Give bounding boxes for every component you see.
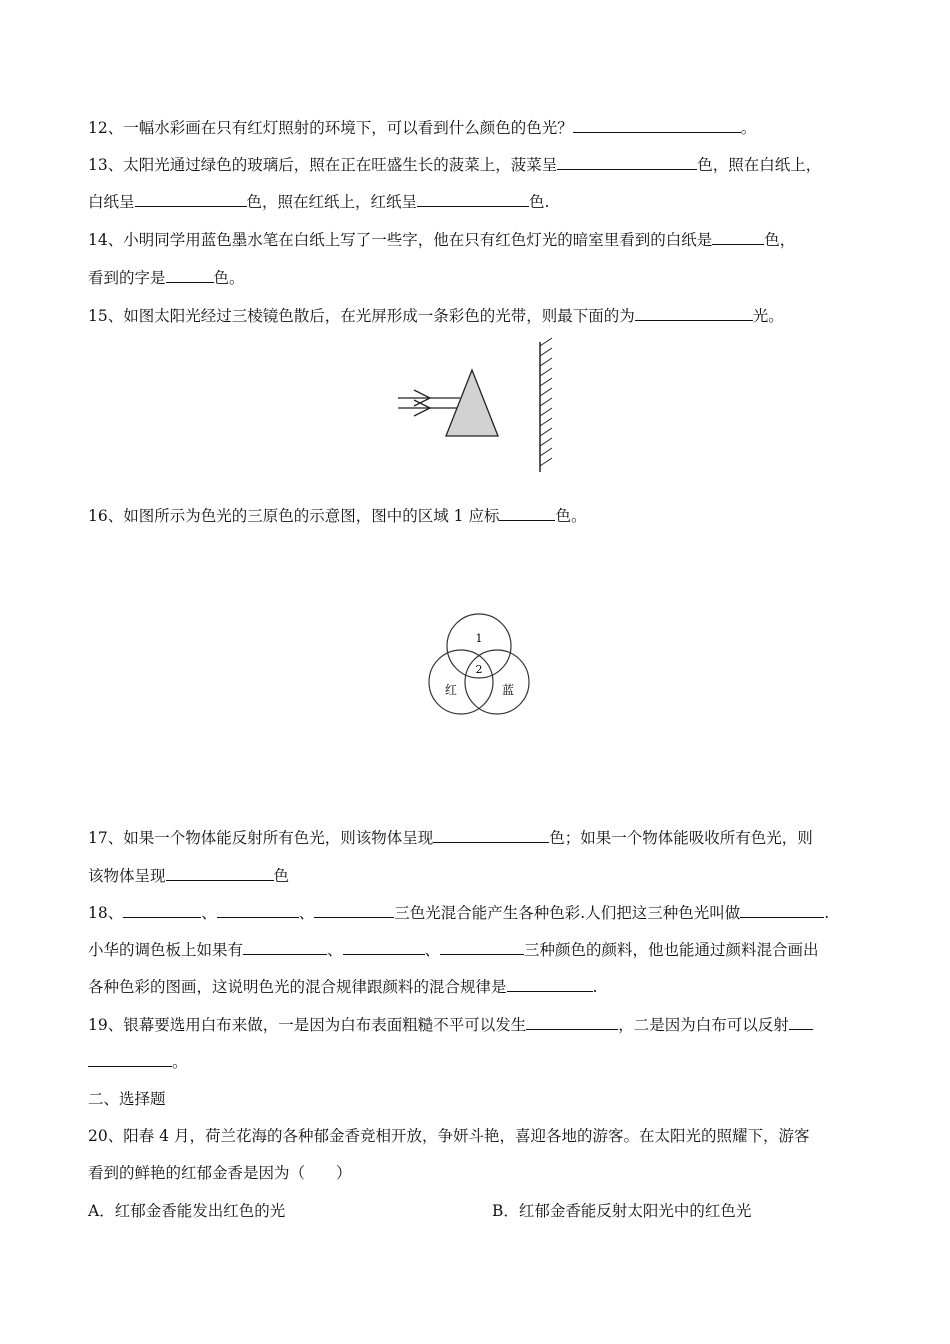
option-b[interactable]: B．红郁金香能反射太阳光中的红色光 [492,1202,752,1220]
q12-blank[interactable] [573,118,741,133]
question-19-line1: 19、银幕要选用白布来做，一是因为白布表面粗糙不平可以发生 ，二是因为白布可以反射 [88,1015,813,1035]
q13-blank-2[interactable] [135,192,247,207]
question-20-line2: 看到的鲜艳的红郁金香是因为（ ） [88,1164,352,1182]
q16-blank[interactable] [499,506,555,521]
q14-blank-2[interactable] [166,268,214,283]
q13-blank-3[interactable] [417,192,529,207]
section-heading: 二、选择题 [88,1090,166,1108]
question-19-line2: 。 [88,1052,188,1072]
venn-label-2: 2 [475,663,483,676]
q13-blank-1[interactable] [557,155,697,170]
q18-blank-7[interactable] [440,940,524,955]
q18-blank-1[interactable] [123,903,201,918]
q19-blank-2a[interactable] [789,1015,813,1030]
venn-figure [418,612,540,720]
venn-label-1: 1 [475,632,483,645]
question-17-line1: 17、如果一个物体能反射所有色光，则该物体呈现 色；如果一个物体能吸收所有色光，则 [88,829,813,847]
question-18-line3: 各种色彩的图画，这说明色光的混合规律跟颜料的混合规律是 . [88,978,598,996]
prism-figure [392,336,572,478]
q18-blank-2[interactable] [217,903,299,918]
question-18-line2: 小华的调色板上如果有 、 、 三种颜色的颜料，他也能通过颜料混合画出 [88,941,819,959]
question-20-line1: 20、阳春 4 月，荷兰花海的各种郁金香竞相开放，争妍斗艳，喜迎各地的游客。在太阳光的照耀下，游客 [88,1127,810,1145]
question-12: 12、一幅水彩画在只有红灯照射的环境下，可以看到什么颜色的色光？ 。 [88,119,757,137]
q17-blank-1[interactable] [433,828,549,843]
venn-circle-blue [465,650,529,714]
q18-blank-8[interactable] [507,977,593,992]
q12-text: 12、一幅水彩画在只有红灯照射的环境下，可以看到什么颜色的色光？ [88,119,573,137]
question-13-line2: 白纸呈 色，照在红纸上，红纸呈 色. [88,193,550,211]
question-13-line1: 13、太阳光通过绿色的玻璃后，照在正在旺盛生长的菠菜上，菠菜呈 色，照在白纸上， [88,156,822,174]
venn-circle-red [429,650,493,714]
q14-blank-1[interactable] [712,230,764,245]
screen-hatching [540,338,552,466]
q19-blank-2b[interactable] [88,1052,172,1067]
venn-label-blue: 蓝 [501,683,515,697]
q18-blank-6[interactable] [343,940,425,955]
question-16: 16、如图所示为色光的三原色的示意图，图中的区域 1 应标 色。 [88,507,587,525]
question-15: 15、如图太阳光经过三棱镜色散后，在光屏形成一条彩色的光带，则最下面的为 光。 [88,307,784,325]
q18-blank-3[interactable] [314,903,394,918]
question-14-line2: 看到的字是 色。 [88,269,245,287]
question-14-line1: 14、小明同学用蓝色墨水笔在白纸上写了一些字，他在只有红色灯光的暗室里看到的白纸是 色， [88,231,796,249]
sunlight-arrows [398,390,460,416]
prism-triangle [446,370,498,436]
q17-blank-2[interactable] [166,866,274,881]
option-a[interactable]: A．红郁金香能发出红色的光 [88,1202,286,1220]
q18-blank-4[interactable] [740,903,824,918]
q18-blank-5[interactable] [243,940,327,955]
q19-blank-1[interactable] [526,1015,618,1030]
question-17-line2: 该物体呈现 色 [88,867,290,885]
q15-blank[interactable] [635,306,753,321]
question-18-line1: 18、 、 、 三色光混合能产生各种色彩.人们把这三种色光叫做 . [88,904,830,922]
venn-label-red: 红 [444,683,458,697]
